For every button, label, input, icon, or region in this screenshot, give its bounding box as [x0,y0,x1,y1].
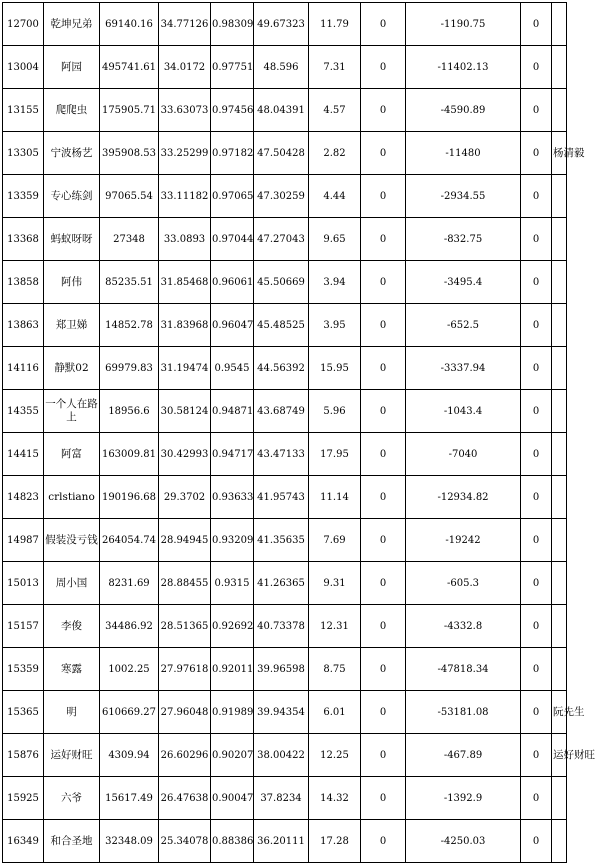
name-cell: 明 [44,691,100,734]
zero-cell: 0 [521,3,552,46]
value-cell: 48.596 [254,46,309,89]
name-cell: 爬爬虫 [44,89,100,132]
value-cell: 69140.16 [100,3,159,46]
note-cell: 杨清毅 [552,132,567,175]
value-cell: 9.31 [309,562,361,605]
value-cell: 0.93633 [211,476,254,519]
table-row [3,648,567,691]
name-cell: 阿园 [44,46,100,89]
zero-cell: 0 [521,46,552,89]
value-cell: 0.9545 [211,347,254,390]
zero-cell: 0 [361,648,406,691]
zero-cell: 0 [361,89,406,132]
table-row [3,519,567,562]
value-cell: 4309.94 [100,734,159,777]
value-cell: 47.50428 [254,132,309,175]
value-cell: 27.97618 [159,648,211,691]
note-cell [552,777,567,820]
name-cell: 乾坤兄弟 [44,3,100,46]
table-row [3,132,567,175]
value-cell: -1392.9 [406,777,521,820]
table-row [3,433,567,476]
value-cell: 0.96047 [211,304,254,347]
name-cell: 假装没亏钱 [44,519,100,562]
id-cell: 13863 [3,304,44,347]
value-cell: 45.48525 [254,304,309,347]
value-cell: 48.04391 [254,89,309,132]
value-cell: 175905.71 [100,89,159,132]
value-cell: 31.85468 [159,261,211,304]
value-cell: 7.69 [309,519,361,562]
zero-cell: 0 [361,132,406,175]
zero-cell: 0 [361,347,406,390]
zero-cell: 0 [521,390,552,433]
zero-cell: 0 [521,433,552,476]
value-cell: 29.3702 [159,476,211,519]
value-cell: 0.97751 [211,46,254,89]
zero-cell: 0 [521,347,552,390]
zero-cell: 0 [361,691,406,734]
value-cell: 0.94717 [211,433,254,476]
zero-cell: 0 [361,476,406,519]
value-cell: 0.97044 [211,218,254,261]
value-cell: 39.94354 [254,691,309,734]
value-cell: 33.0893 [159,218,211,261]
value-cell: -3337.94 [406,347,521,390]
value-cell: 31.83968 [159,304,211,347]
name-cell: 郑卫娣 [44,304,100,347]
value-cell: 0.90207 [211,734,254,777]
value-cell: 41.26365 [254,562,309,605]
zero-cell: 0 [361,304,406,347]
id-cell: 13368 [3,218,44,261]
value-cell: 44.56392 [254,347,309,390]
value-cell: 14.32 [309,777,361,820]
id-cell: 15359 [3,648,44,691]
table-row [3,3,567,46]
table-row [3,46,567,89]
value-cell: 45.50669 [254,261,309,304]
note-cell [552,218,567,261]
table-row [3,89,567,132]
table-row [3,605,567,648]
value-cell: -1043.4 [406,390,521,433]
zero-cell: 0 [361,562,406,605]
name-cell: crlstiano [44,476,100,519]
name-cell: 一个人在路上 [44,390,100,433]
value-cell: 3.95 [309,304,361,347]
zero-cell: 0 [361,218,406,261]
zero-cell: 0 [361,820,406,863]
name-cell: 静默02 [44,347,100,390]
value-cell: -53181.08 [406,691,521,734]
value-cell: -4332.8 [406,605,521,648]
name-cell: 和合圣地 [44,820,100,863]
zero-cell: 0 [521,261,552,304]
note-cell: 阮先生 [552,691,567,734]
note-cell [552,519,567,562]
value-cell: 12.31 [309,605,361,648]
value-cell: 8.75 [309,648,361,691]
value-cell: 85235.51 [100,261,159,304]
zero-cell: 0 [361,46,406,89]
value-cell: 0.98309 [211,3,254,46]
value-cell: 34.0172 [159,46,211,89]
value-cell: 34486.92 [100,605,159,648]
note-cell [552,175,567,218]
zero-cell: 0 [361,734,406,777]
value-cell: 163009.81 [100,433,159,476]
value-cell: 9.65 [309,218,361,261]
value-cell: 33.11182 [159,175,211,218]
zero-cell: 0 [361,3,406,46]
id-cell: 16349 [3,820,44,863]
value-cell: 0.94871 [211,390,254,433]
note-cell [552,347,567,390]
table-row [3,476,567,519]
table-row [3,261,567,304]
id-cell: 14355 [3,390,44,433]
note-cell [552,261,567,304]
note-cell [552,648,567,691]
id-cell: 14415 [3,433,44,476]
value-cell: -2934.55 [406,175,521,218]
id-cell: 15157 [3,605,44,648]
value-cell: 610669.27 [100,691,159,734]
value-cell: 17.28 [309,820,361,863]
name-cell: 运好财旺 [44,734,100,777]
table-row [3,218,567,261]
note-cell [552,390,567,433]
value-cell: 39.96598 [254,648,309,691]
value-cell: 43.68749 [254,390,309,433]
id-cell: 13858 [3,261,44,304]
value-cell: -832.75 [406,218,521,261]
id-cell: 14987 [3,519,44,562]
table-row [3,347,567,390]
value-cell: 97065.54 [100,175,159,218]
value-cell: 38.00422 [254,734,309,777]
note-cell [552,46,567,89]
id-cell: 12700 [3,3,44,46]
value-cell: 5.96 [309,390,361,433]
value-cell: 33.25299 [159,132,211,175]
note-cell [552,476,567,519]
name-cell: 六爷 [44,777,100,820]
zero-cell: 0 [521,218,552,261]
value-cell: 69979.83 [100,347,159,390]
value-cell: 7.31 [309,46,361,89]
value-cell: 33.63073 [159,89,211,132]
name-cell: 蚂蚁呀呀 [44,218,100,261]
zero-cell: 0 [521,777,552,820]
name-cell: 阿富 [44,433,100,476]
table-row [3,734,567,777]
value-cell: 26.60296 [159,734,211,777]
value-cell: 17.95 [309,433,361,476]
value-cell: 12.25 [309,734,361,777]
id-cell: 13359 [3,175,44,218]
name-cell: 阿伟 [44,261,100,304]
value-cell: 0.91989 [211,691,254,734]
table-row [3,777,567,820]
zero-cell: 0 [521,605,552,648]
zero-cell: 0 [521,648,552,691]
table-body [3,3,595,863]
data-table [2,2,595,863]
value-cell: 30.58124 [159,390,211,433]
value-cell: 0.97456 [211,89,254,132]
value-cell: 31.19474 [159,347,211,390]
value-cell: -1190.75 [406,3,521,46]
value-cell: 18956.6 [100,390,159,433]
value-cell: 0.88386 [211,820,254,863]
value-cell: 0.93209 [211,519,254,562]
value-cell: 36.20111 [254,820,309,863]
table-row [3,304,567,347]
zero-cell: 0 [521,734,552,777]
value-cell: 25.34078 [159,820,211,863]
value-cell: -4590.89 [406,89,521,132]
id-cell: 15876 [3,734,44,777]
value-cell: 4.44 [309,175,361,218]
table-row [3,820,567,863]
name-cell: 宁波杨艺 [44,132,100,175]
value-cell: 395908.53 [100,132,159,175]
value-cell: 32348.09 [100,820,159,863]
zero-cell: 0 [521,691,552,734]
value-cell: 30.42993 [159,433,211,476]
value-cell: 190196.68 [100,476,159,519]
value-cell: 3.94 [309,261,361,304]
id-cell: 15365 [3,691,44,734]
id-cell: 13004 [3,46,44,89]
name-cell: 周小国 [44,562,100,605]
value-cell: -47818.34 [406,648,521,691]
zero-cell: 0 [361,261,406,304]
value-cell: 34.77126 [159,3,211,46]
note-cell: 运好财旺 [552,734,567,777]
id-cell: 13305 [3,132,44,175]
id-cell: 14116 [3,347,44,390]
value-cell: 41.35635 [254,519,309,562]
value-cell: 11.79 [309,3,361,46]
note-cell [552,605,567,648]
zero-cell: 0 [521,304,552,347]
value-cell: 0.96061 [211,261,254,304]
value-cell: 14852.78 [100,304,159,347]
value-cell: -652.5 [406,304,521,347]
value-cell: 37.8234 [254,777,309,820]
value-cell: 0.97065 [211,175,254,218]
note-cell [552,820,567,863]
zero-cell: 0 [361,519,406,562]
value-cell: 0.92011 [211,648,254,691]
value-cell: -605.3 [406,562,521,605]
id-cell: 15925 [3,777,44,820]
value-cell: -4250.03 [406,820,521,863]
value-cell: -3495.4 [406,261,521,304]
value-cell: 43.47133 [254,433,309,476]
value-cell: 26.47638 [159,777,211,820]
zero-cell: 0 [361,605,406,648]
value-cell: 495741.61 [100,46,159,89]
zero-cell: 0 [521,175,552,218]
value-cell: -12934.82 [406,476,521,519]
id-cell: 14823 [3,476,44,519]
note-cell [552,304,567,347]
table-row [3,691,567,734]
value-cell: 41.95743 [254,476,309,519]
value-cell: 28.51365 [159,605,211,648]
value-cell: -11402.13 [406,46,521,89]
note-cell [552,562,567,605]
value-cell: 0.9315 [211,562,254,605]
zero-cell: 0 [521,820,552,863]
value-cell: -11480 [406,132,521,175]
table-row [3,562,567,605]
value-cell: 8231.69 [100,562,159,605]
value-cell: 47.30259 [254,175,309,218]
value-cell: -467.89 [406,734,521,777]
value-cell: 264054.74 [100,519,159,562]
value-cell: 28.88455 [159,562,211,605]
value-cell: 15.95 [309,347,361,390]
zero-cell: 0 [361,433,406,476]
zero-cell: 0 [521,132,552,175]
value-cell: 49.67323 [254,3,309,46]
value-cell: 27348 [100,218,159,261]
id-cell: 15013 [3,562,44,605]
value-cell: 4.57 [309,89,361,132]
zero-cell: 0 [521,89,552,132]
value-cell: 0.97182 [211,132,254,175]
table-row [3,390,567,433]
note-cell [552,3,567,46]
value-cell: 47.27043 [254,218,309,261]
id-cell: 13155 [3,89,44,132]
zero-cell: 0 [361,777,406,820]
value-cell: 28.94945 [159,519,211,562]
value-cell: 1002.25 [100,648,159,691]
value-cell: 40.73378 [254,605,309,648]
zero-cell: 0 [521,476,552,519]
value-cell: -7040 [406,433,521,476]
value-cell: 6.01 [309,691,361,734]
value-cell: 0.92692 [211,605,254,648]
value-cell: -19242 [406,519,521,562]
zero-cell: 0 [521,562,552,605]
name-cell: 寒露 [44,648,100,691]
note-cell [552,89,567,132]
value-cell: 15617.49 [100,777,159,820]
zero-cell: 0 [361,175,406,218]
table-row [3,175,567,218]
zero-cell: 0 [361,390,406,433]
note-cell [552,433,567,476]
zero-cell: 0 [521,519,552,562]
name-cell: 专心练剑 [44,175,100,218]
value-cell: 0.90047 [211,777,254,820]
value-cell: 11.14 [309,476,361,519]
value-cell: 27.96048 [159,691,211,734]
name-cell: 李俊 [44,605,100,648]
value-cell: 2.82 [309,132,361,175]
